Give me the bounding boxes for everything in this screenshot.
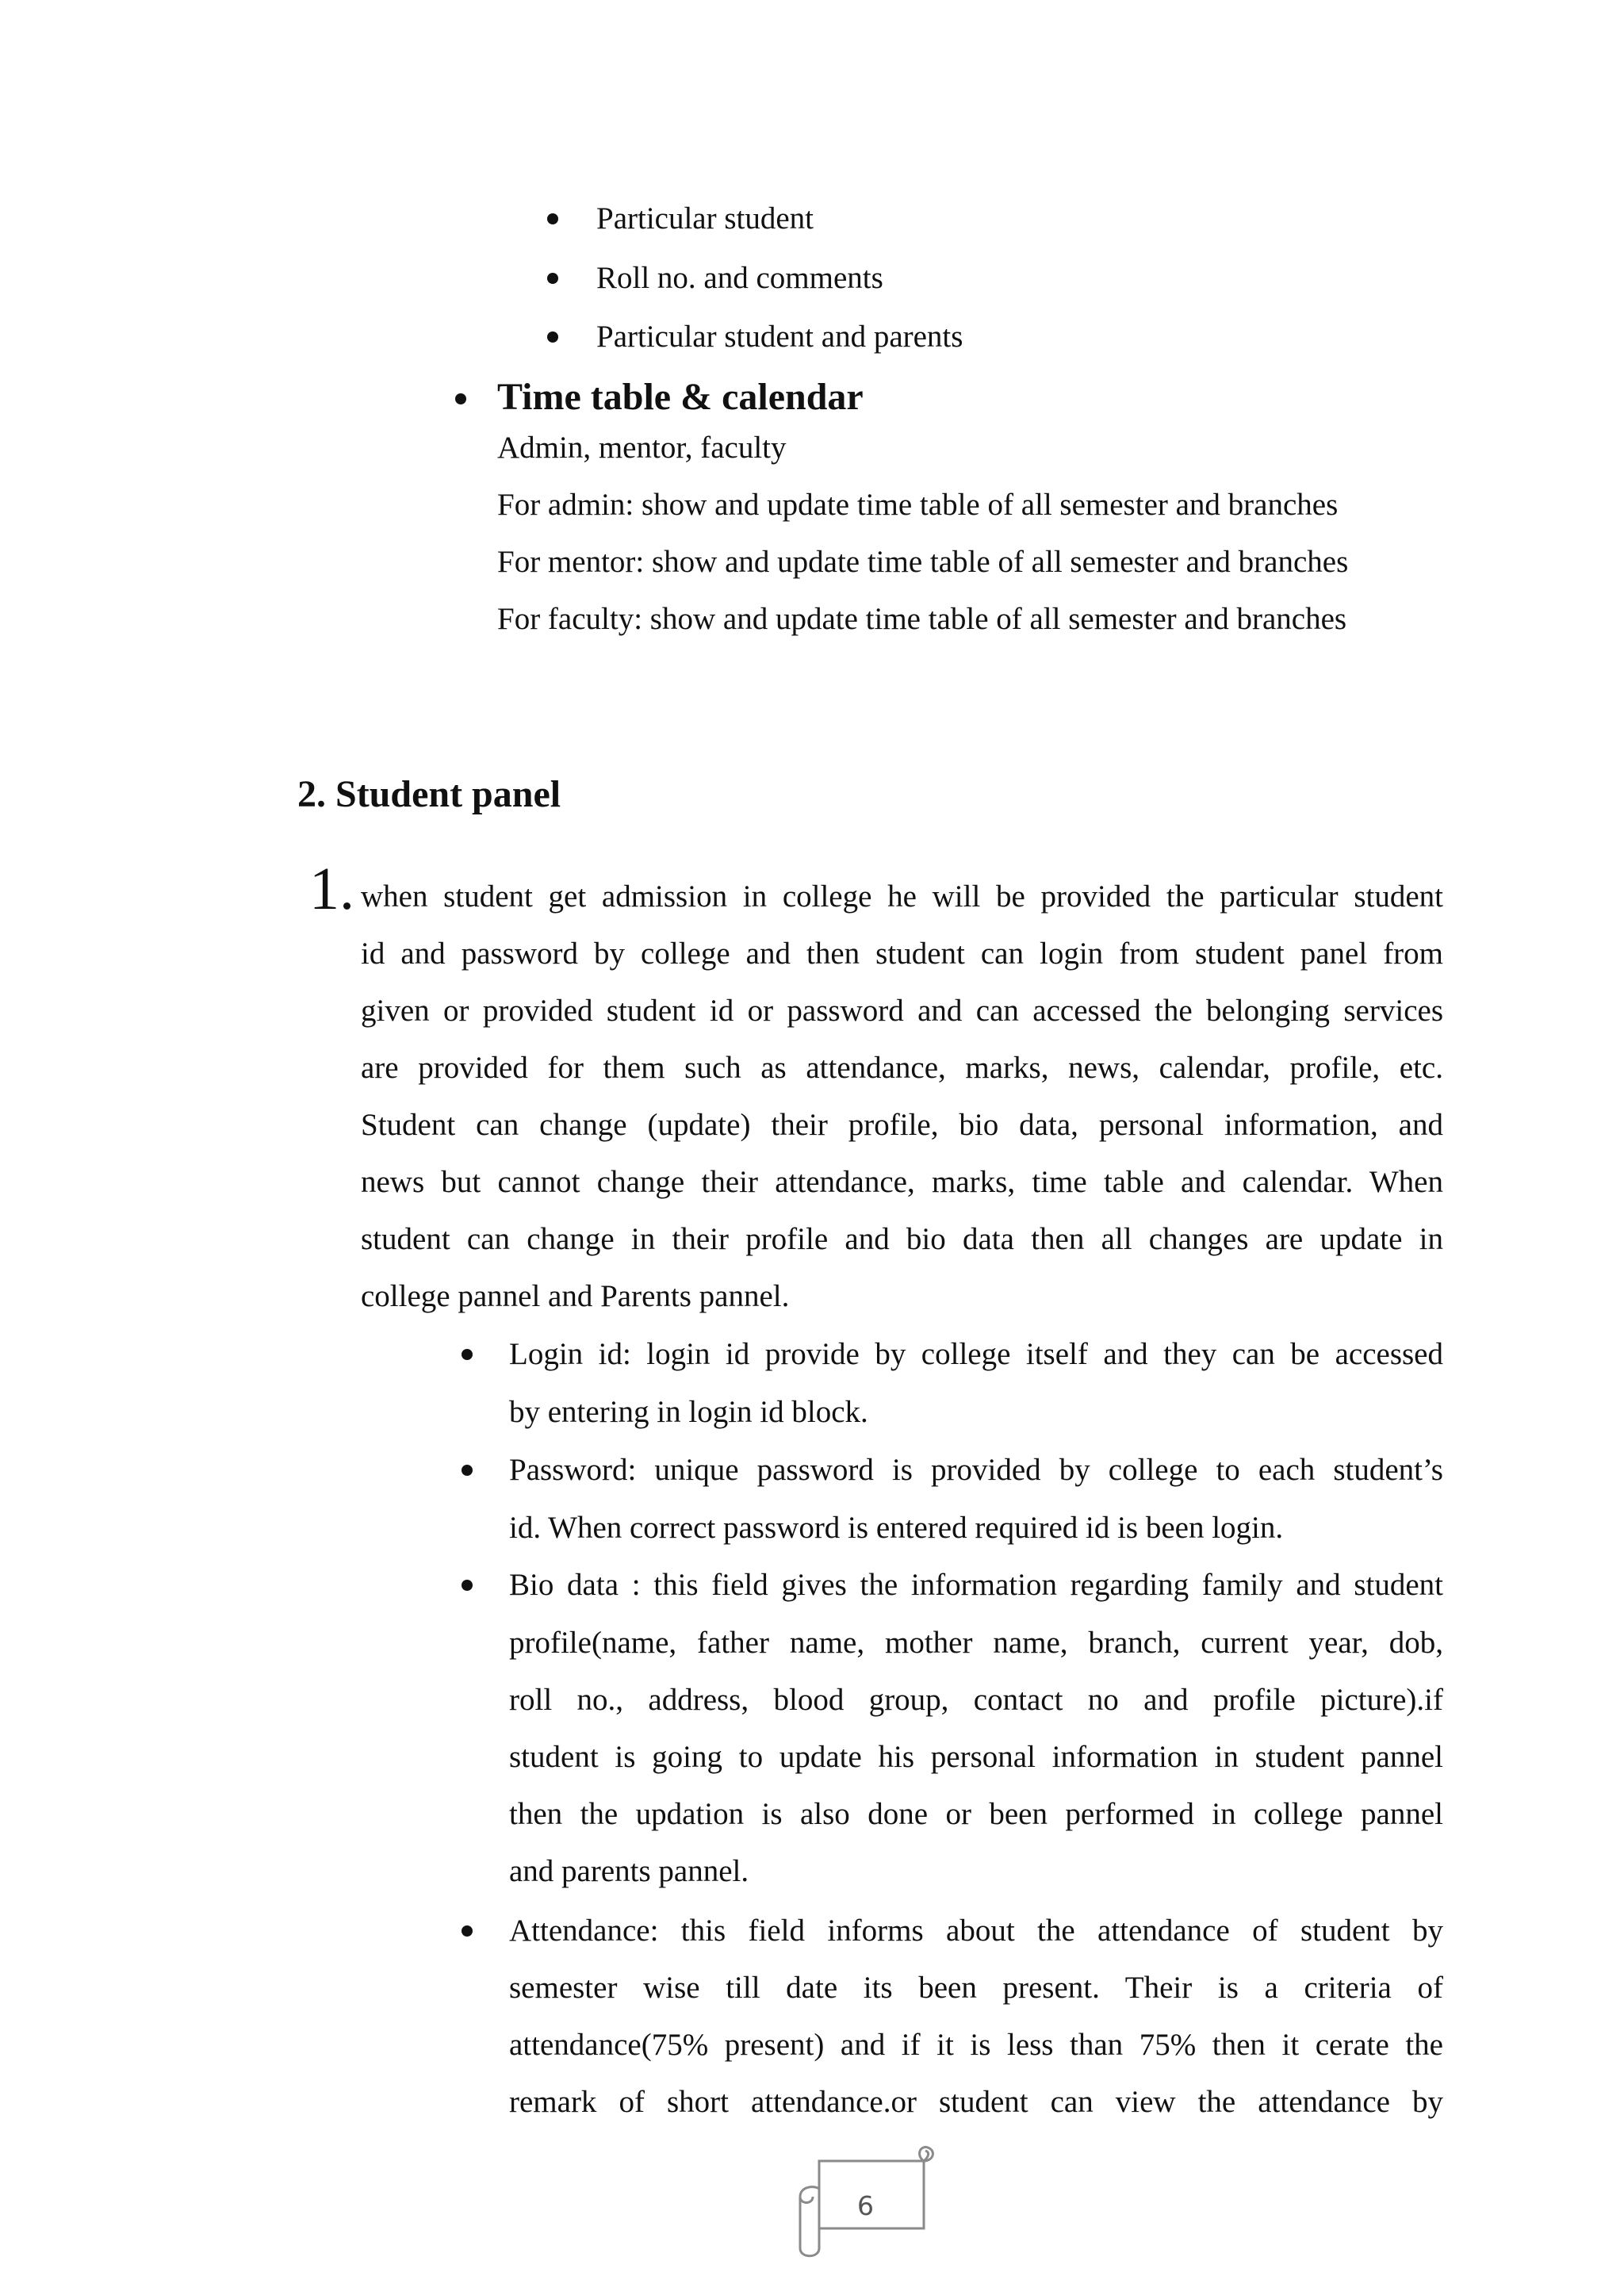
bullet-icon (462, 1465, 473, 1476)
bullet-line: id. When correct password is entered required id is been login. (509, 1511, 1284, 1545)
page-footer (789, 2141, 948, 2260)
sub-bullet-text: Roll no. and comments (596, 261, 883, 295)
paragraph-line: given or provided student id or password and can accessed the belonging services (361, 994, 1443, 1028)
paragraph-line: student can change in their profile and bio data then all changes are update in (361, 1222, 1443, 1256)
bullet-line: remark of short attendance.or student can view the attendance by (509, 2085, 1443, 2119)
paragraph-line: news but cannot change their attendance, marks, time table and calendar. When (361, 1165, 1443, 1199)
bullet-line: semester wise till date its been present. Their is a criteria of (509, 1971, 1443, 2005)
bullet-line: attendance(75% present) and if it is less than 75% then it cerate the (509, 2028, 1443, 2062)
bullet-icon (462, 1349, 473, 1360)
bullet-line: roll no., address, blood group, contact no and profile picture).if (509, 1683, 1443, 1717)
bullet-line: profile(name, father name, mother name, branch, current year, dob, (509, 1626, 1443, 1660)
bullet-line: Login id: login id provide by college itself and they can be accessed (509, 1337, 1443, 1371)
timetable-line: For admin: show and update time table of all semester and branches (497, 488, 1339, 522)
paragraph-line: id and password by college and then student can login from student panel from (361, 937, 1443, 971)
bullet-line: Attendance: this field informs about the attendance of student by (509, 1914, 1443, 1948)
timetable-heading: Time table & calendar (497, 376, 864, 418)
bullet-icon (455, 393, 466, 404)
bullet-icon (462, 1925, 473, 1937)
bullet-line: then the updation is also done or been performed in college pannel (509, 1797, 1443, 1831)
paragraph-line: are provided for them such as attendance, marks, news, calendar, profile, etc. (361, 1051, 1443, 1085)
bullet-icon (462, 1580, 473, 1591)
bullet-line: and parents pannel. (509, 1854, 749, 1888)
bullet-icon (547, 273, 558, 284)
bullet-icon (547, 331, 558, 343)
sub-bullet-text: Particular student and parents (596, 320, 963, 354)
paragraph-line: Student can change (update) their profile, bio data, personal information, and (361, 1108, 1443, 1142)
bullet-line: student is going to update his personal information in student pannel (509, 1740, 1443, 1774)
timetable-line: For mentor: show and update time table of all semester and branches (497, 545, 1349, 579)
timetable-roles: Admin, mentor, faculty (497, 431, 787, 465)
bullet-line: Password: unique password is provided by college to each student’s (509, 1453, 1443, 1487)
page-number: 6 (857, 2190, 874, 2221)
bullet-line: Bio data : this field gives the information regarding family and student (509, 1568, 1443, 1602)
bullet-line: by entering in login id block. (509, 1395, 868, 1429)
timetable-line: For faculty: show and update time table of all semester and branches (497, 602, 1347, 636)
section-title: 2. Student panel (297, 773, 561, 815)
paragraph-line: when student get admission in college he will be provided the particular student (361, 879, 1443, 914)
paragraph-line: college pannel and Parents pannel. (361, 1279, 790, 1313)
bullet-icon (547, 213, 558, 224)
sub-bullet-text: Particular student (596, 201, 814, 236)
item-number: 1. (309, 856, 354, 922)
